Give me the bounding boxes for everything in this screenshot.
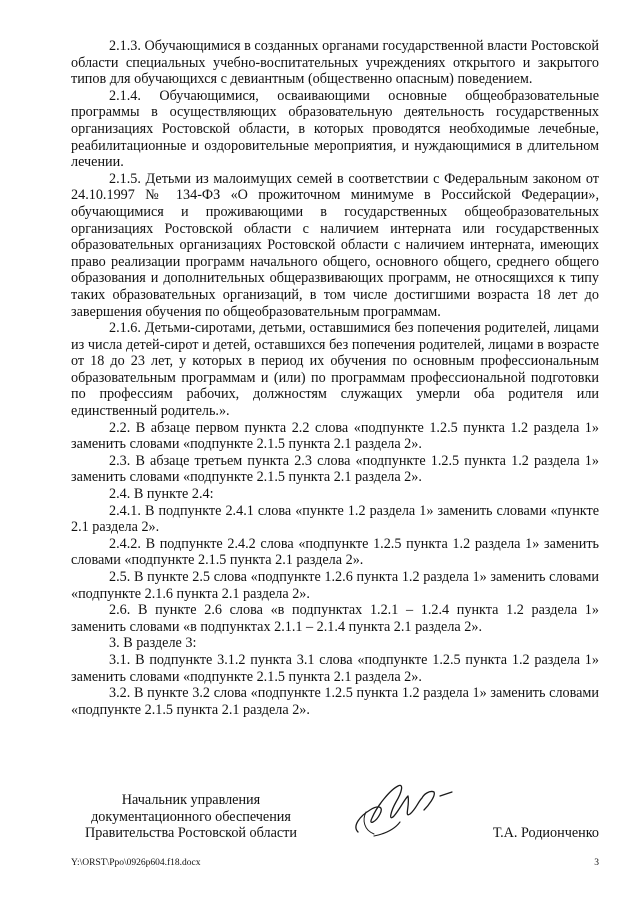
signature-block xyxy=(71,792,599,852)
paragraph-2-3: 2.3. В абзаце третьем пункта 2.3 слова «подпункте 1.2.5 пункта 1.2 раздела 1» заменить словами «подпункте 2.1.5 пункта 2.1 раздела 2». xyxy=(71,452,599,486)
paragraph-2-4-2: 2.4.2. В подпункте 2.4.2 слова «подпункте 1.2.5 пункта 1.2 раздела 1» заменить словами «подпункте 2.1.5 пункта 2.1 раздела 2». xyxy=(71,535,599,569)
paragraph-2-2: 2.2. В абзаце первом пункта 2.2 слова «подпункте 1.2.5 пункта 1.2 раздела 1» заменить словами «подпункте 2.1.5 пункта 2.1 раздела 2». xyxy=(71,419,599,453)
paragraph-2-4-1: 2.4.1. В подпункте 2.4.1 слова «пункте 1.2 раздела 1» заменить словами «пункте 2.1 раздела 2». xyxy=(71,502,599,536)
signatory-name: Т.А. Родионченко xyxy=(492,825,599,841)
paragraph-2-1-5: 2.1.5. Детьми из малоимущих семей в соответствии с Федеральным законом от 24.10.1997 № 134-ФЗ «О прожиточном минимуме в Российской Федерации», обучающимися и проживающими в государственных общеобразовательных организациях Ростовской области с наличием интерната или государственных образовательных организациях Ростовской области с наличием интерната, имеющих право реализации программ начального общего, основного общего, среднего общего образования и дополнительных общеразвивающих программ, не относящихся к типу таких образовательных организаций, в том числе достигшими возраста 18 лет до завершения обучения по общеобразовательным программам. xyxy=(71,170,599,320)
paragraph-3-1: 3.1. В подпункте 3.1.2 пункта 3.1 слова «подпункте 1.2.5 пункта 1.2 раздела 1» заменить словами «подпункте 2.1.5 пункта 2.1 раздела 2». xyxy=(71,651,599,685)
page-number: 3 xyxy=(594,858,599,868)
position-line-1: Начальник управления xyxy=(121,792,261,808)
paragraph-2-5: 2.5. В пункте 2.5 слова «подпункте 1.2.6 пункта 1.2 раздела 1» заменить словами «подпункте 2.1.6 пункта 2.1 раздела 2». xyxy=(71,569,599,602)
document-body xyxy=(71,38,599,718)
paragraph-2-1-6: 2.1.6. Детьми-сиротами, детьми, оставшимися без попечения родителей, лицами из числа детей-сирот и детей, оставшихся без попечения родителей, лицами в возрасте от 18 до 23 лет, у которых в период их обучения по основным профессиональным образовательным программам и (или) по программам профессиональной подготовки по профессиям рабочих, должностям служащих умерли оба родителя или единственный родитель.». xyxy=(71,320,599,420)
signatory-position xyxy=(71,792,311,842)
position-line-2: документационного обеспечения xyxy=(91,808,291,825)
file-path: Y:\ORST\Ppo\0926p604.f18.docx xyxy=(71,858,201,868)
handwritten-signature xyxy=(344,776,464,848)
paragraph-3: 3. В разделе 3: xyxy=(109,635,197,652)
paragraph-2-1-3: 2.1.3. Обучающимися в созданных органами государственной власти Ростовской области специальных учебно-воспитательных учреждениях открытого и закрытого типов для обучающихся с девиантным (общественно опасным) поведением. xyxy=(71,38,599,88)
paragraph-3-2: 3.2. В пункте 3.2 слова «подпункте 1.2.5 пункта 1.2 раздела 1» заменить словами «подпункте 2.1.5 пункта 2.1 раздела 2». xyxy=(71,685,599,718)
paragraph-2-4: 2.4. В пункте 2.4: xyxy=(109,486,214,503)
position-line-3: Правительства Ростовской области xyxy=(85,825,297,842)
paragraph-2-1-4: 2.1.4. Обучающимися, осваивающими основные общеобразовательные программы в осуществляющих образовательную деятельность государственных организациях Ростовской области, в которых проводятся необходимые лечебные, реабилитационные и оздоровительные мероприятия, и нуждающимися в длительном лечении. xyxy=(71,87,599,171)
paragraph-2-6: 2.6. В пункте 2.6 слова «в подпунктах 1.2.1 – 1.2.4 пункта 1.2 раздела 1» заменить словами «в подпунктах 2.1.1 – 2.1.4 пункта 2.1 раздела 2». xyxy=(71,602,599,635)
